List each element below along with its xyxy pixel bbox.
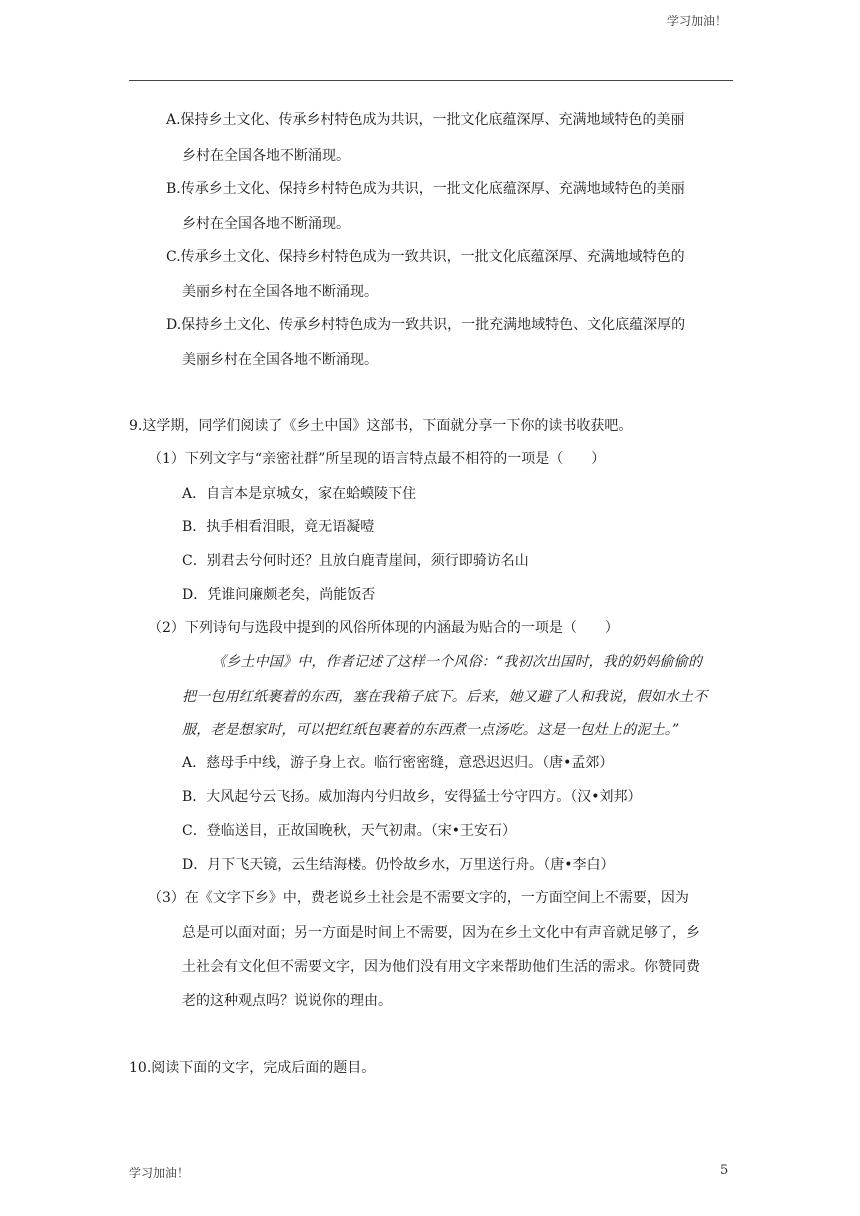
quote-line-2: 把一包用红纸裹着的东西，塞在我箱子底下。后来，她又避了人和我说，假如水土不 <box>182 689 708 705</box>
option-c-line-1: C.传承乡土文化、保持乡村特色成为一致共识，一批文化底蕴深厚、充满地域特色的 <box>166 249 685 265</box>
header-rule <box>129 80 733 81</box>
sub2-option-d: D．月下飞天镜，云生结海楼。仍怜故乡水，万里送行舟。（唐•李白） <box>182 857 615 873</box>
page-number: 5 <box>720 1163 729 1178</box>
option-d-line-2: 美丽乡村在全国各地不断涌现。 <box>182 352 378 368</box>
option-a-line-1: A.保持乡土文化、传承乡村特色成为共识，一批文化底蕴深厚、充满地域特色的美丽 <box>166 112 685 128</box>
footer-text: 学习加油！ <box>129 1166 190 1180</box>
option-c-line-2: 美丽乡村在全国各地不断涌现。 <box>182 284 378 300</box>
sub2-option-a: A．慈母手中线，游子身上衣。临行密密缝，意恐迟迟归。（唐•孟郊） <box>182 755 614 771</box>
sub-question-3-line-4: 老的这种观点吗？说说你的理由。 <box>182 993 392 1009</box>
sub-question-3-line-2: 总是可以面对面；另一方面是时间上不需要，因为在乡土文化中有声音就足够了，乡 <box>182 925 700 941</box>
option-d-line-1: D.保持乡土文化、传承乡村特色成为一致共识，一批充满地域特色、文化底蕴深厚的 <box>166 317 686 333</box>
sub1-option-c: C．别君去兮何时还？且放白鹿青崖间，须行即骑访名山 <box>182 553 529 569</box>
sub2-option-c: C．登临送目，正故国晚秋，天气初肃。（宋•王安石） <box>182 823 516 839</box>
quote-line-3: 服，老是想家时，可以把红纸包裹着的东西煮一点汤吃。这是一包灶上的泥土。” <box>182 722 680 738</box>
sub-question-3-line-3: 土社会有文化但不需要文字，因为他们没有用文字来帮助他们生活的需求。你赞同费 <box>182 959 700 975</box>
sub1-option-d: D．凭谁问廉颇老矣，尚能饭否 <box>182 587 376 603</box>
sub1-option-a: A．自言本是京城女，家在蛤蟆陵下住 <box>182 486 417 502</box>
question-10-stem: 10.阅读下面的文字，完成后面的题目。 <box>129 1060 376 1076</box>
sub1-option-b: B．执手相看泪眼，竟无语凝噎 <box>182 519 375 535</box>
option-b-line-2: 乡村在全国各地不断涌现。 <box>182 216 350 232</box>
sub-question-1-stem: （1）下列文字与“亲密社群”所呈现的语言特点最不相符的一项是（ ） <box>148 451 606 467</box>
option-b-line-1: B.传承乡土文化、保持乡村特色成为共识，一批文化底蕴深厚、充满地域特色的美丽 <box>166 181 685 197</box>
header-text: 学习加油！ <box>666 14 727 28</box>
sub2-option-b: B．大风起兮云飞扬。威加海内兮归故乡，安得猛士兮守四方。（汉•刘邦） <box>182 789 642 805</box>
sub-question-2-stem: （2）下列诗句与选段中提到的风俗所体现的内涵最为贴合的一项是（ ） <box>148 620 619 636</box>
question-9-stem: 9.这学期，同学们阅读了《乡土中国》这部书，下面就分享一下你的读书收获吧。 <box>129 418 633 434</box>
quote-line-1: 《乡土中国》中，作者记述了这样一个风俗：“我初次出国时，我的奶妈偷偷的 <box>212 654 703 670</box>
option-a-line-2: 乡村在全国各地不断涌现。 <box>182 148 350 164</box>
sub-question-3-line-1: （3）在《文字下乡》中，费老说乡土社会是不需要文字的，一方面空间上不需要，因为 <box>148 890 689 906</box>
